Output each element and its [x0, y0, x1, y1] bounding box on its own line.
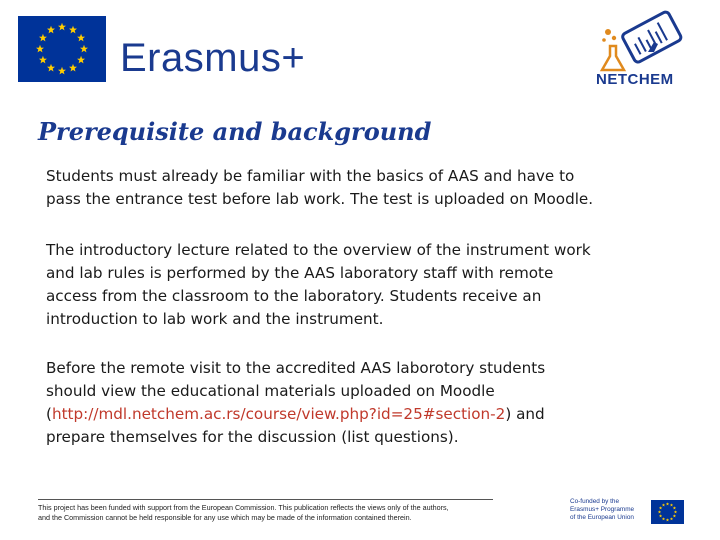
eu-star-icon: [77, 56, 85, 64]
eu-flag-logo: [18, 16, 106, 82]
eu-star-icon: [662, 517, 665, 520]
open-paren: (: [46, 405, 52, 423]
eu-star-icon: [80, 45, 88, 53]
eu-star-icon: [670, 503, 673, 506]
eu-star-icon: [662, 503, 665, 506]
eu-star-icon: [39, 34, 47, 42]
paragraph-line: access from the classroom to the laboratory. Students receive an: [46, 287, 542, 305]
eu-star-icon: [670, 517, 673, 520]
paragraph-remote-visit: [46, 357, 706, 449]
netchem-logo-text: NETCHEM: [596, 71, 674, 88]
eu-star-icon: [673, 506, 676, 509]
eu-stars-icon: [18, 16, 106, 82]
paragraph-line: pass the entrance test before lab work. The test is uploaded on Moodle.: [46, 190, 594, 208]
paragraph-introductory-lecture: [46, 239, 706, 331]
eu-star-icon: [69, 64, 77, 72]
eu-star-icon: [36, 45, 44, 53]
page-title: Prerequisite and background: [38, 117, 432, 146]
link-trailing-text: ) and: [505, 405, 545, 423]
netchem-graphic-icon: [590, 8, 686, 78]
paragraph-line: Before the remote visit to the accredited AAS laborotory students: [46, 359, 546, 377]
eu-star-icon: [658, 510, 661, 513]
cofunded-line: Co-funded by the: [570, 498, 620, 505]
eu-flag-small-logo: [651, 500, 684, 524]
eu-star-icon: [58, 23, 66, 31]
eu-star-icon: [47, 64, 55, 72]
paragraph-line: should view the educational materials uploaded on Moodle: [46, 382, 495, 400]
moodle-course-link[interactable]: http://mdl.netchem.ac.rs/course/view.php?id=25#section-2: [51, 405, 506, 423]
cofunded-line: of the European Union: [570, 514, 634, 521]
eu-star-icon: [58, 67, 66, 75]
eu-star-icon: [659, 506, 662, 509]
eu-stars-small-icon: [651, 500, 684, 524]
eu-star-icon: [673, 514, 676, 517]
eu-star-icon: [659, 514, 662, 517]
eu-star-icon: [666, 502, 669, 505]
paragraph-line: introduction to lab work and the instrument.: [46, 310, 384, 328]
paragraph-prerequisite: [46, 165, 706, 211]
footer-line: and the Commission cannot be held responsible for any use which may be made of the information contained therein.: [38, 513, 412, 522]
eu-star-icon: [666, 518, 669, 521]
erasmus-logo-text: Erasmus+: [120, 36, 306, 80]
footer-divider: [38, 499, 493, 500]
eu-star-icon: [674, 510, 677, 513]
eu-star-icon: [47, 26, 55, 34]
footer-line: This project has been funded with support from the European Commission. This publication reflects the views only of the authors,: [38, 503, 449, 512]
paragraph-line: and lab rules is performed by the AAS laboratory staff with remote: [46, 264, 554, 282]
eu-star-icon: [69, 26, 77, 34]
paragraph-line: Students must already be familiar with the basics of AAS and have to: [46, 167, 575, 185]
cofunded-label: [570, 498, 650, 522]
paragraph-line: prepare themselves for the discussion (list questions).: [46, 428, 459, 446]
eu-star-icon: [39, 56, 47, 64]
footer-disclaimer: [38, 503, 508, 523]
cofunded-line: Erasmus+ Programme: [570, 506, 635, 513]
paragraph-line: The introductory lecture related to the overview of the instrument work: [46, 241, 591, 259]
eu-star-icon: [77, 34, 85, 42]
